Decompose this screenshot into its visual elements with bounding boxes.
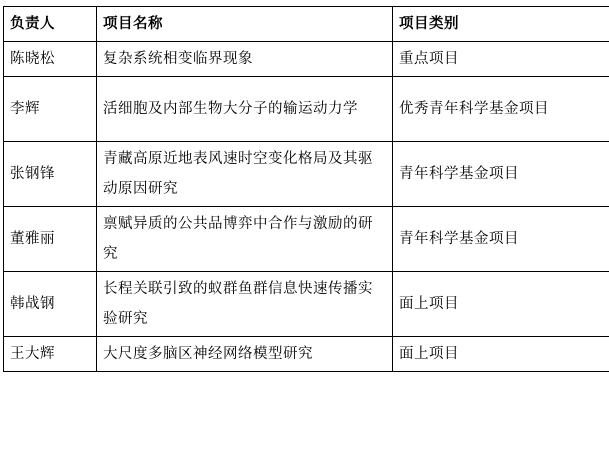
cell-type-text: 青年科学基金项目 [399,161,609,187]
column-header-title-text: 项目名称 [103,11,386,37]
cell-type-text: 面上项目 [399,341,609,367]
cell-type-text: 优秀青年科学基金项目 [399,96,609,122]
column-header-type [393,7,609,42]
cell-leader [4,42,97,77]
cell-title [97,337,393,372]
cell-leader-text: 张钢锋 [10,161,90,187]
column-header-type-text: 项目类别 [399,11,609,37]
table-row [4,42,609,77]
cell-type [393,42,609,77]
table-row [4,272,609,337]
cell-leader-text: 王大辉 [10,341,90,367]
table-header-row [4,7,609,42]
cell-type [393,77,609,142]
cell-type-text: 重点项目 [399,46,609,72]
cell-type-text: 面上项目 [399,291,609,317]
cell-title-text: 长程关联引致的蚁群鱼群信息快速传播实验研究 [103,274,386,334]
cell-type [393,207,609,272]
cell-title-text: 禀赋异质的公共品博弈中合作与激励的研究 [103,209,386,269]
column-header-leader-text: 负责人 [10,11,90,37]
cell-type [393,337,609,372]
cell-title [97,42,393,77]
cell-title [97,142,393,207]
table-row [4,337,609,372]
cell-leader [4,272,97,337]
cell-title [97,77,393,142]
cell-leader [4,142,97,207]
cell-type-text: 青年科学基金项目 [399,226,609,252]
table-row [4,207,609,272]
cell-type [393,142,609,207]
cell-leader [4,337,97,372]
cell-leader-text: 陈晓松 [10,46,90,72]
column-header-leader [4,7,97,42]
cell-type [393,272,609,337]
cell-title [97,207,393,272]
cell-title-text: 大尺度多脑区神经网络模型研究 [103,341,386,367]
grant-projects-table [3,6,609,372]
cell-title-text: 复杂系统相变临界现象 [103,46,386,72]
cell-title [97,272,393,337]
cell-leader-text: 董雅丽 [10,226,90,252]
cell-leader [4,77,97,142]
cell-title-text: 青藏高原近地表风速时空变化格局及其驱动原因研究 [103,144,386,204]
column-header-title [97,7,393,42]
table-row [4,142,609,207]
cell-title-text: 活细胞及内部生物大分子的输运动力学 [103,94,386,124]
cell-leader-text: 韩战钢 [10,291,90,317]
cell-leader [4,207,97,272]
document-page [0,6,609,468]
cell-leader-text: 李辉 [10,96,90,122]
table-row [4,77,609,142]
